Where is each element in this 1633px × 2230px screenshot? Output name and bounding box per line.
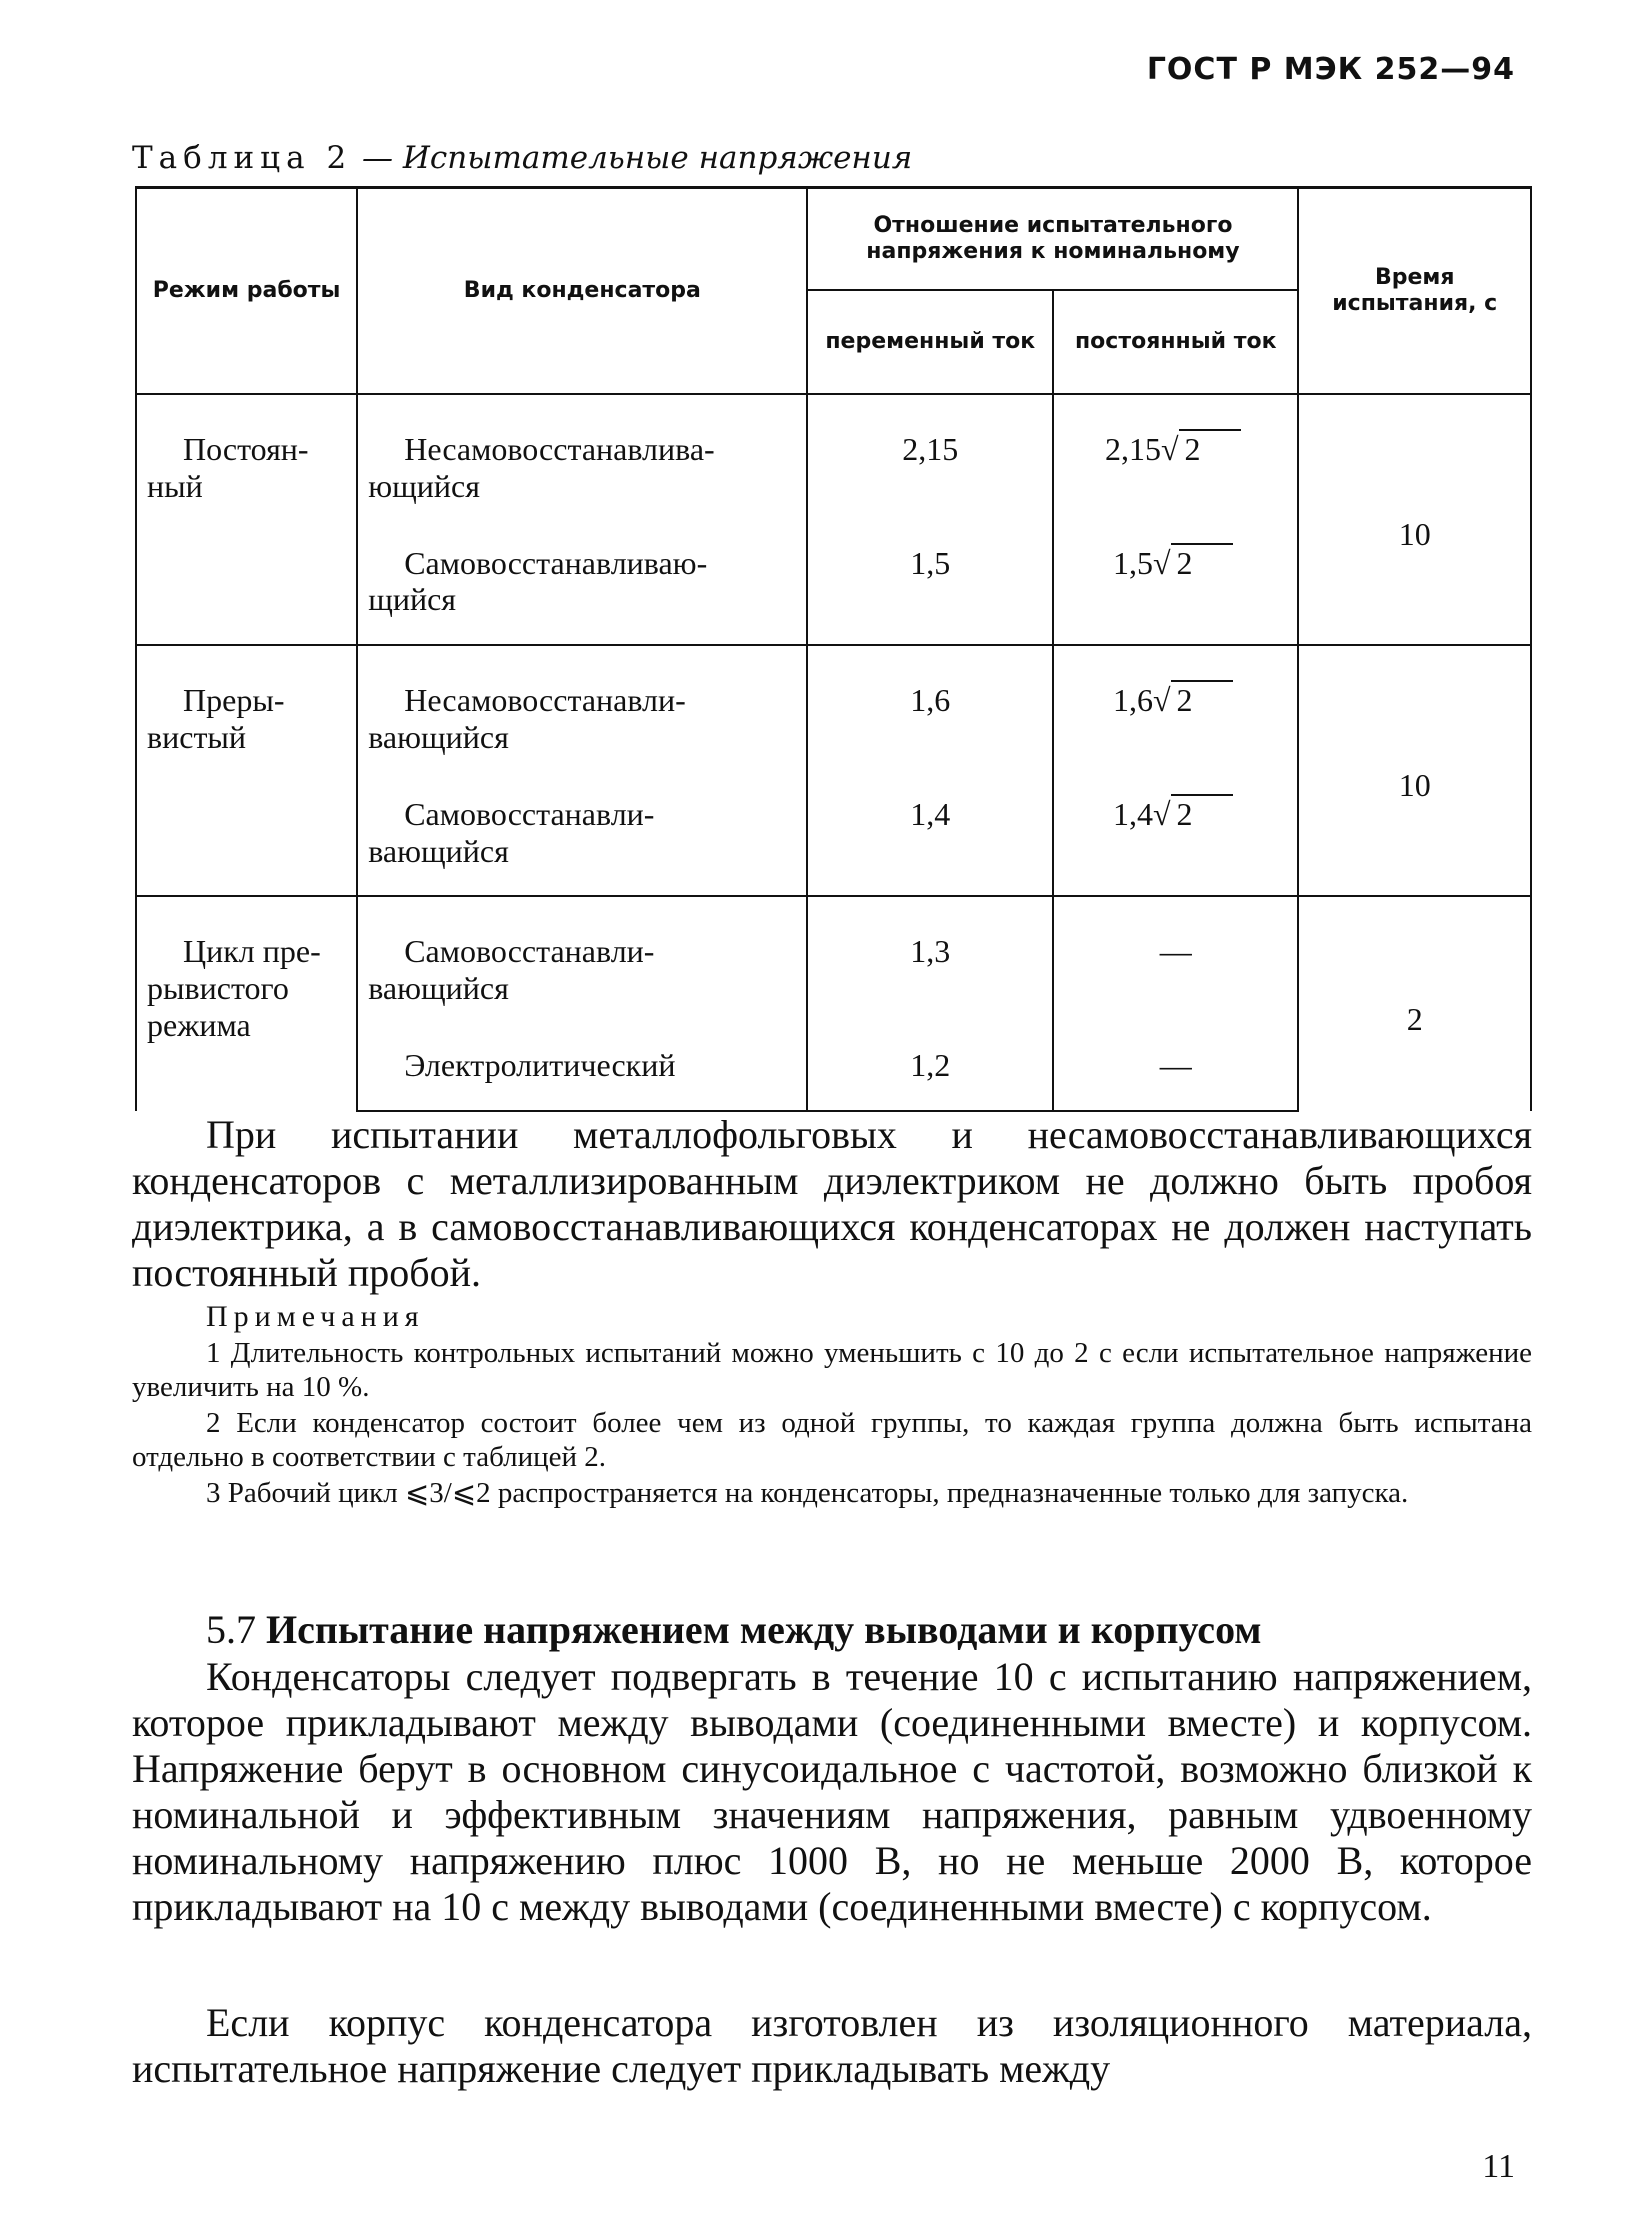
ac-value: 1,3 [807,896,1053,1013]
sqrt-symbol: √ 2 [1153,682,1239,719]
time-value: 10 [1298,645,1531,896]
section-title-text: Испытание напряжением между выводами и корпусом [266,1607,1262,1652]
dc-value: — [1053,1013,1298,1111]
header-kind: Вид конденсатора [357,188,807,395]
mode-line: вистый [147,718,247,755]
kind-line: Несамовосстанавлива- [404,431,715,467]
body-paragraph-1 [132,1112,1532,1296]
note-item: 2 Если конденсатор состоит более чем из одной группы, то каждая группа должна быть испытана отдельно в соответствии с таблицей 2. [132,1407,1532,1473]
dc-value [1053,645,1298,762]
sqrt-symbol: √ 2 [1153,545,1239,582]
notes-block [132,1300,1532,1512]
page-number: 11 [1482,2148,1515,2185]
kind-line: Несамовосстанавли- [404,682,686,719]
note-item: 3 Рабочий цикл ⩽3/⩽2 распространяется на конденсаторы, предназначенные только для запуска. [206,1477,1409,1509]
sqrt-radicand: 2 [1171,794,1233,832]
kind-line: Самовосстанавли- [404,795,655,832]
kind-cell [357,762,807,897]
mode-line: Преры- [183,682,285,719]
ac-value: 2,15 [807,394,1053,511]
mode-cell [136,645,357,896]
kind-cell [357,394,807,511]
test-voltage-table [135,186,1532,1112]
table-caption-lead: Таблица 2 [132,140,353,176]
sqrt-symbol: √ 2 [1153,796,1239,833]
kind-line: вающийся [368,718,509,755]
dc-coefficient: 1,6 [1112,682,1153,719]
body-paragraph-2 [132,1654,1532,1930]
dc-coefficient: 1,4 [1112,795,1153,832]
mode-line: ный [147,467,203,504]
sqrt-symbol: √ 2 [1161,431,1247,468]
mode-line: рывистого [147,970,289,1007]
paragraph-text: При испытании металлофольговых и несамовосстанавливающихся конденсаторов с металлизированным диэлектриком не должно быть пробоя диэлектрика, а в самовосстанавливающихся конденсаторах не должен наступать постоянный пробой. [132,1112,1532,1295]
time-value: 10 [1298,394,1531,645]
mode-line: Постоян- [183,431,309,467]
note-item: 1 Длительность контрольных испытаний можно уменьшить с 10 до 2 с если испытательное напряжение увеличить на 10 %. [132,1337,1532,1403]
kind-line: Самовосстанавли- [404,933,655,970]
mode-cell [136,394,357,645]
body-paragraph-3 [132,2000,1532,2092]
table-row [136,896,1531,1013]
mode-cell [136,896,357,1110]
sqrt-radicand: 2 [1171,543,1233,581]
kind-line: Самовосстанавливаю- [404,544,708,581]
dc-value: — [1053,896,1298,1013]
kind-line: вающийся [368,832,509,869]
sqrt-radicand: 2 [1179,429,1241,467]
document-code-header: ГОСТ Р МЭК 252—94 [1146,52,1515,87]
kind-cell [357,645,807,762]
table-caption-title: — Испытательные напряжения [352,140,913,176]
kind-line: ющийся [368,467,480,504]
ac-value: 1,4 [807,762,1053,897]
kind-cell [357,896,807,1013]
dc-value [1053,762,1298,897]
notes-title: Примечания [206,1300,425,1333]
table-caption [132,140,912,176]
table-row [136,645,1531,762]
mode-line: режима [147,1006,251,1043]
test-voltage-table-wrapper [135,186,1532,1112]
kind-cell [357,1013,807,1111]
paragraph-text: Конденсаторы следует подвергать в течение 10 с испытанию напряжением, которое прикладывают между выводами (соединенными вместе) и корпусом. Напряжение берут в основном синусоидальное с частотой, возможно близкой к номинальной и эффективным значениям напряжения, равным удвоенному номинальному напряжению плюс 1000 В, но не меньше 2000 В, которое прикладывают на 10 с между выводами (соединенными вместе) с корпусом. [132,1654,1532,1929]
mode-line: Цикл пре- [183,933,321,970]
dc-value [1053,394,1298,511]
time-value: 2 [1298,896,1531,1110]
kind-cell [357,511,807,646]
dc-value [1053,511,1298,646]
kind-line: Электролитический [404,1046,676,1083]
dc-coefficient: 1,5 [1112,544,1153,581]
section-number: 5.7 [206,1607,256,1652]
ac-value: 1,6 [807,645,1053,762]
dc-coefficient: 2,15 [1104,431,1161,467]
kind-line: вающийся [368,970,509,1007]
header-dc: постоянный ток [1053,290,1298,394]
section-heading [206,1606,1262,1653]
paragraph-text: Если корпус конденсатора изготовлен из изоляционного материала, испытательное напряжение следует прикладывать между [132,2000,1532,2091]
header-mode: Режим работы [136,188,357,395]
kind-line: щийся [368,581,457,618]
header-ac: переменный ток [807,290,1053,394]
header-time: Время испытания, с [1298,188,1531,395]
header-ratio: Отношение испытательного напряжения к номинальному [807,188,1298,291]
ac-value: 1,2 [807,1013,1053,1111]
sqrt-radicand: 2 [1171,680,1233,718]
table-row [136,394,1531,511]
ac-value: 1,5 [807,511,1053,646]
